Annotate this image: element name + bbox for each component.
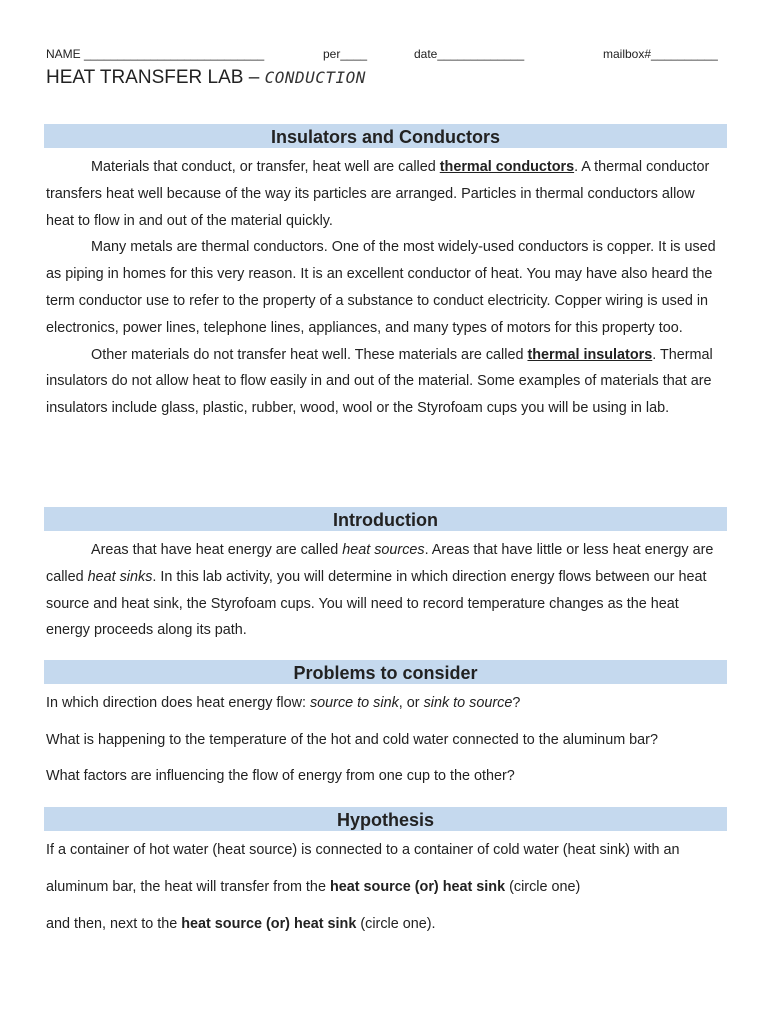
term-thermal-insulators: thermal insulators bbox=[527, 346, 653, 363]
header-fields bbox=[46, 47, 726, 65]
term-heat-sources: heat sources bbox=[342, 542, 425, 558]
section-heading-problems: Problems to consider bbox=[44, 660, 727, 684]
paragraph-insulators bbox=[46, 342, 726, 422]
text: (circle one). bbox=[356, 916, 436, 932]
section-heading-hypothesis: Hypothesis bbox=[44, 807, 727, 831]
hypothesis-line-2 bbox=[46, 879, 580, 895]
text: (circle one) bbox=[505, 879, 581, 895]
text: . In this lab activity, you will determine in which direction energy flows between our heat source and heat sink, the Styrofoam cups. You will need to record temperature changes as the heat energy proceeds along its path. bbox=[46, 568, 707, 639]
text: . A thermal conductor transfers heat well because of the way its particles are arranged. Particles in thermal conductors allow heat to flow in and out of the material quickly. bbox=[46, 159, 710, 229]
title-main: HEAT TRANSFER LAB – bbox=[46, 67, 265, 88]
circle-choice-1[interactable]: heat source (or) heat sink bbox=[329, 879, 506, 895]
section-heading-insulators: Insulators and Conductors bbox=[44, 124, 727, 148]
section-heading-introduction: Introduction bbox=[44, 507, 727, 531]
text: , or bbox=[398, 695, 424, 711]
text: In which direction does heat energy flow: bbox=[46, 695, 310, 711]
hypothesis-line-3 bbox=[46, 916, 436, 932]
paragraph-metals: Many metals are thermal conductors. One of the most widely-used conductors is copper. It is used as piping in homes for this very reason. It is an excellent conductor of heat. You may have also heard the term conductor use to refer to the property of a substance to conduct electricity. Copper wiring is used in electronics, power lines, telephone lines, appliances, and many types of motors for this property too. bbox=[46, 239, 716, 336]
date-field[interactable]: date_____________ bbox=[414, 47, 525, 61]
term-heat-sinks: heat sinks bbox=[87, 568, 153, 585]
text: Areas that have heat energy are called bbox=[91, 542, 343, 558]
text: Other materials do not transfer heat well. These materials are called bbox=[91, 346, 528, 363]
text: . Areas that have little or less heat energy are called bbox=[46, 542, 714, 585]
text: aluminum bar, the heat will transfer from the bbox=[46, 879, 330, 895]
page-title bbox=[46, 67, 366, 89]
circle-choice-2[interactable]: heat source (or) heat sink bbox=[181, 916, 357, 932]
paragraph-conductors bbox=[46, 154, 726, 234]
mailbox-field[interactable]: mailbox#__________ bbox=[603, 47, 718, 61]
text: and then, next to the bbox=[46, 916, 182, 932]
text: . Thermal insulators do not allow heat to flow easily in and out of the material. Some examples of materials that are insulators include glass, plastic, rubber, wood, wool or the Styrofoam cups you will be using in lab. bbox=[46, 346, 713, 417]
question-2: What is happening to the temperature of the hot and cold water connected to the aluminum bar? bbox=[46, 732, 658, 748]
introduction-body bbox=[46, 537, 726, 644]
paragraph-introduction bbox=[46, 537, 726, 644]
text: ? bbox=[512, 695, 521, 711]
hypothesis-line-1: If a container of hot water (heat source) is connected to a container of cold water (heat sink) with an bbox=[46, 842, 680, 858]
title-handwritten: CONDUCTION bbox=[264, 68, 366, 87]
option-sink-to-source: sink to source bbox=[423, 695, 513, 711]
name-field[interactable]: NAME ___________________________ bbox=[46, 47, 265, 61]
option-source-to-sink: source to sink bbox=[309, 695, 399, 711]
text: Materials that conduct, or transfer, heat well are called bbox=[91, 159, 440, 175]
question-1 bbox=[46, 695, 520, 711]
period-field[interactable]: per____ bbox=[323, 47, 368, 61]
question-3: What factors are influencing the flow of energy from one cup to the other? bbox=[46, 768, 515, 784]
insulators-body bbox=[46, 154, 726, 422]
term-thermal-conductors: thermal conductors bbox=[439, 159, 575, 175]
